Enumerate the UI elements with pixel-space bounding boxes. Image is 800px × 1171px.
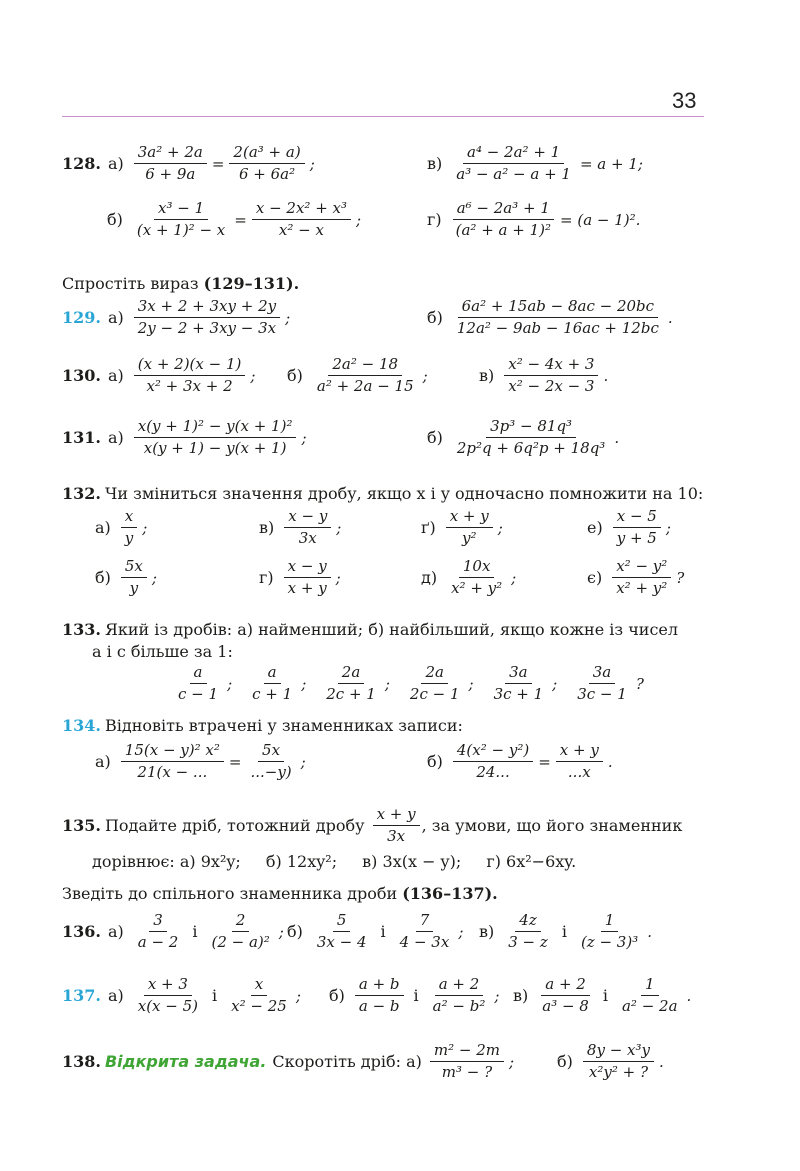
fraction: $\frac{x + y}{...x}$ bbox=[556, 742, 603, 782]
fraction: $\frac{1}{\text{a² − 2a}}$ bbox=[621, 975, 678, 1016]
problem-number: 137. bbox=[62, 986, 101, 1006]
problem-133-text: 133. Який із дробів: а) найменший; б) найбільший, якщо кожне із чисел bbox=[62, 620, 679, 639]
fraction: $\frac{\text{15(x − y)² x²}}{21(x - ...}$ bbox=[121, 742, 224, 782]
problem-134-text: 134. Відновіть втрачені у знаменниках записи: bbox=[62, 716, 463, 735]
fraction: $\frac{x + y}{\text{y²}}$ bbox=[446, 508, 493, 548]
fraction: $\frac{10x}{\text{x² + y²}}$ bbox=[451, 557, 503, 598]
problem-130-a: 130. а) $\frac{(x + 2)(x - 1)}{\text{x² + 3x + 2}}$ ; bbox=[62, 355, 256, 396]
problem-132-item: е) $\frac{x - 5}{y + 5}$ ; bbox=[587, 507, 671, 548]
problem-134-b: б) $\frac{\text{4(x² − y²)}}{24...}$ = $\frac{x + y}{...x}$ . bbox=[427, 741, 613, 782]
section-heading: Зведіть до спільного знаменника дроби (136–137). bbox=[62, 884, 498, 903]
fraction: $\frac{a + b}{a - b}$ bbox=[355, 976, 404, 1016]
problem-137-v: в) $\frac{a + 2}{\text{a³ − 8}}$ і $\frac{1}{\text{a² − 2a}}$ . bbox=[513, 975, 692, 1016]
fraction: $\frac{\text{x² − 4x + 3}}{\text{x² − 2x − 3}}$ bbox=[504, 356, 598, 396]
fraction: $\frac{x - 5}{y + 5}$ bbox=[613, 508, 661, 548]
problem-number: 131. bbox=[62, 428, 101, 448]
problem-number: 129. bbox=[62, 308, 101, 328]
fraction: $\frac{\text{3p³ − 81q³}}{\text{2p²q + 6q²p + 18q³}}$ bbox=[456, 417, 606, 458]
problem-138: 138. Відкрита задача. Скоротіть дріб: а) $\frac{\text{m² − 2m}}{\text{m³ − ?}}$ ; б) $\frac{\text{8y − x³y}}{\text{x²y² + ?}}$ . bbox=[62, 1041, 664, 1082]
problem-132-text: 132. Чи зміниться значення дробу, якщо x і y одночасно помножити на 10: bbox=[62, 484, 704, 503]
fraction: $\frac{3a}{3c + 1}$ bbox=[493, 663, 544, 704]
problem-129-b: б) $\frac{\text{6a² + 15ab − 8ac − 20bc}}{\text{12a² − 9ab − 16ac + 12bc}}$ . bbox=[427, 297, 673, 338]
fraction: $\frac{(x + 2)(x - 1)}{\text{x² + 3x + 2}}$ bbox=[134, 356, 246, 396]
fraction: $\frac{\text{a⁶ − 2a³ + 1}}{\text{(a² + a + 1)²}}$ bbox=[452, 200, 555, 240]
problem-128-v: в) $\frac{\text{a⁴ − 2a² + 1}}{\text{a³ − a² − a + 1}}$ = a + 1; bbox=[427, 143, 643, 184]
problem-132-item: а) $\frac{x}{y}$ ; bbox=[95, 507, 148, 548]
header-rule bbox=[62, 116, 704, 117]
problem-135-options: дорівнює: а) 9x²y; б) 12xy²; в) 3x(x − y); г) 6x²−6xy. bbox=[92, 852, 577, 871]
problem-133-fractions: $\frac{a}{c - 1}$ ; $\frac{a}{c + 1}$ ; $\frac{2a}{2c + 1}$ ; $\frac{2a}{2c - 1}$ ; $\frac{3a}{3c + 1}$ ; $\frac{3a}{3c - 1}$ ? bbox=[172, 664, 647, 704]
fraction: $\frac{\text{x(y + 1)² − y(x + 1)²}}{x(y + 1) - y(x + 1)}$ bbox=[134, 418, 297, 458]
fraction: $\frac{4z}{3 - z}$ bbox=[508, 911, 548, 952]
fraction: $\frac{5}{3x - 4}$ bbox=[316, 911, 367, 952]
fraction: $\frac{5x}{...-y)}$ bbox=[250, 741, 292, 782]
fraction: $\frac{5x}{y}$ bbox=[121, 558, 147, 598]
fraction: $\frac{\text{2a² − 18}}{\text{a² + 2a − 15}}$ bbox=[316, 355, 414, 396]
fraction: $\frac{2a}{2c - 1}$ bbox=[409, 663, 460, 704]
problem-132-item: б) $\frac{5x}{y}$ ; bbox=[95, 557, 157, 598]
fraction: $\frac{1}{\text{(z − 3)³}}$ bbox=[580, 911, 639, 952]
problem-131-a: 131. а) $\frac{\text{x(y + 1)² − y(x + 1)²}}{x(y + 1) - y(x + 1)}$ ; bbox=[62, 417, 307, 458]
problem-131-b: б) $\frac{\text{3p³ − 81q³}}{\text{2p²q + 6q²p + 18q³}}$ . bbox=[427, 417, 620, 458]
fraction: $\frac{3}{a - 2}$ bbox=[137, 911, 179, 952]
problem-number: 128. bbox=[62, 154, 101, 174]
fraction: $\frac{\text{x² − y²}}{\text{x² + y²}}$ bbox=[612, 558, 671, 598]
problem-132-item: є) $\frac{\text{x² − y²}}{\text{x² + y²}}$ ? bbox=[587, 557, 685, 598]
fraction: $\frac{\text{x³ − 1}}{\text{(x + 1)² − x}}$ bbox=[136, 199, 226, 240]
fraction: $\frac{\text{3a² + 2a}}{6 + 9a}$ bbox=[134, 144, 207, 184]
problem-128-a: 128. а) $\frac{\text{3a² + 2a}}{6 + 9a}$ = $\frac{\text{2(a³ + a)}}{\text{6 + 6a²}}$ ; bbox=[62, 143, 315, 184]
fraction: $\frac{x + 3}{x(x - 5)}$ bbox=[137, 975, 199, 1016]
fraction: $\frac{\text{2(a³ + a)}}{\text{6 + 6a²}}$ bbox=[229, 144, 304, 184]
fraction: $\frac{3a}{3c - 1}$ bbox=[577, 663, 627, 704]
fraction: $\frac{\text{a⁴ − 2a² + 1}}{\text{a³ − a² − a + 1}}$ bbox=[456, 143, 571, 184]
fraction: $\frac{x}{y}$ bbox=[121, 508, 137, 548]
fraction: $\frac{2a}{2c + 1}$ bbox=[326, 663, 376, 704]
fraction: $\frac{a}{c + 1}$ bbox=[252, 663, 293, 704]
problem-136-b: б) $\frac{5}{3x - 4}$ і $\frac{7}{4 - 3x}$ ; bbox=[287, 911, 464, 952]
problem-136-a: 136. а) $\frac{3}{a - 2}$ і $\frac{2}{\text{(2 − a)²}}$ ; bbox=[62, 911, 284, 952]
problem-132-item: в) $\frac{x - y}{3x}$ ; bbox=[259, 507, 342, 548]
fraction: $\frac{\text{x − 2x² + x³}}{\text{x² − x}}$ bbox=[252, 200, 351, 240]
problem-130-v: в) $\frac{\text{x² − 4x + 3}}{\text{x² − 2x − 3}}$ . bbox=[479, 355, 609, 396]
fraction: $\frac{\text{6a² + 15ab − 8ac − 20bc}}{\text{12a² − 9ab − 16ac + 12bc}}$ bbox=[456, 297, 659, 338]
problem-134-a: а) $\frac{\text{15(x − y)² x²}}{21(x - ...}$ = $\frac{5x}{...-y)}$ ; bbox=[95, 741, 306, 782]
open-task-title: Відкрита задача. bbox=[104, 1052, 267, 1072]
problem-129-a: 129. а) $\frac{3x + 2 + 3xy + 2y}{2y - 2 + 3xy - 3x}$ ; bbox=[62, 297, 291, 338]
problem-137-b: б) $\frac{a + b}{a - b}$ і $\frac{a + 2}{\text{a² − b²}}$ ; bbox=[329, 975, 500, 1016]
fraction: $\frac{a + 2}{\text{a³ − 8}}$ bbox=[542, 975, 589, 1016]
fraction: $\frac{3x + 2 + 3xy + 2y}{2y - 2 + 3xy - 3x}$ bbox=[134, 298, 280, 338]
problem-137-a: 137. а) $\frac{x + 3}{x(x - 5)}$ і $\frac{x}{\text{x² − 25}}$ ; bbox=[62, 975, 301, 1016]
problem-128-b: б) $\frac{\text{x³ − 1}}{\text{(x + 1)² − x}}$ = $\frac{\text{x − 2x² + x³}}{\text{x² − x}}$ ; bbox=[107, 199, 362, 240]
page-number: 33 bbox=[672, 88, 697, 113]
fraction: $\frac{x}{\text{x² − 25}}$ bbox=[231, 975, 287, 1016]
problem-135: 135. Подайте дріб, тотожний дробу $\frac{x + y}{3x}$ , за умови, що його знаменник bbox=[62, 805, 683, 846]
problem-number: 130. bbox=[62, 366, 101, 386]
problem-132-item: ґ) $\frac{x + y}{\text{y²}}$ ; bbox=[421, 507, 503, 548]
fraction: $\frac{x + y}{3x}$ bbox=[373, 806, 420, 846]
problem-136-v: в) $\frac{4z}{3 - z}$ і $\frac{1}{\text{(z − 3)³}}$ . bbox=[479, 911, 652, 952]
fraction: $\frac{\text{8y − x³y}}{\text{x²y² + ?}}$ bbox=[583, 1042, 654, 1082]
problem-128-g: г) $\frac{\text{a⁶ − 2a³ + 1}}{\text{(a² + a + 1)²}}$ = (a − 1)². bbox=[427, 199, 641, 240]
problem-130-b: б) $\frac{\text{2a² − 18}}{\text{a² + 2a − 15}}$ ; bbox=[287, 355, 428, 396]
section-heading: Спростіть вираз (129–131). bbox=[62, 274, 300, 293]
fraction: $\frac{\text{m² − 2m}}{\text{m³ − ?}}$ bbox=[430, 1042, 504, 1082]
fraction: $\frac{x - y}{x + y}$ bbox=[284, 558, 331, 598]
problem-132-item: д) $\frac{10x}{\text{x² + y²}}$ ; bbox=[421, 557, 517, 598]
fraction: $\frac{\text{4(x² − y²)}}{24...}$ bbox=[453, 742, 533, 782]
fraction: $\frac{x - y}{3x}$ bbox=[284, 508, 331, 548]
fraction: $\frac{7}{4 - 3x}$ bbox=[399, 911, 450, 952]
fraction: $\frac{2}{\text{(2 − a)²}}$ bbox=[211, 911, 270, 952]
fraction: $\frac{a + 2}{\text{a² − b²}}$ bbox=[432, 975, 486, 1016]
problem-133-text2: a і c більше за 1: bbox=[92, 642, 233, 661]
problem-number: 136. bbox=[62, 922, 101, 942]
problem-132-item: г) $\frac{x - y}{x + y}$ ; bbox=[259, 557, 341, 598]
fraction: $\frac{a}{c - 1}$ bbox=[178, 663, 219, 704]
